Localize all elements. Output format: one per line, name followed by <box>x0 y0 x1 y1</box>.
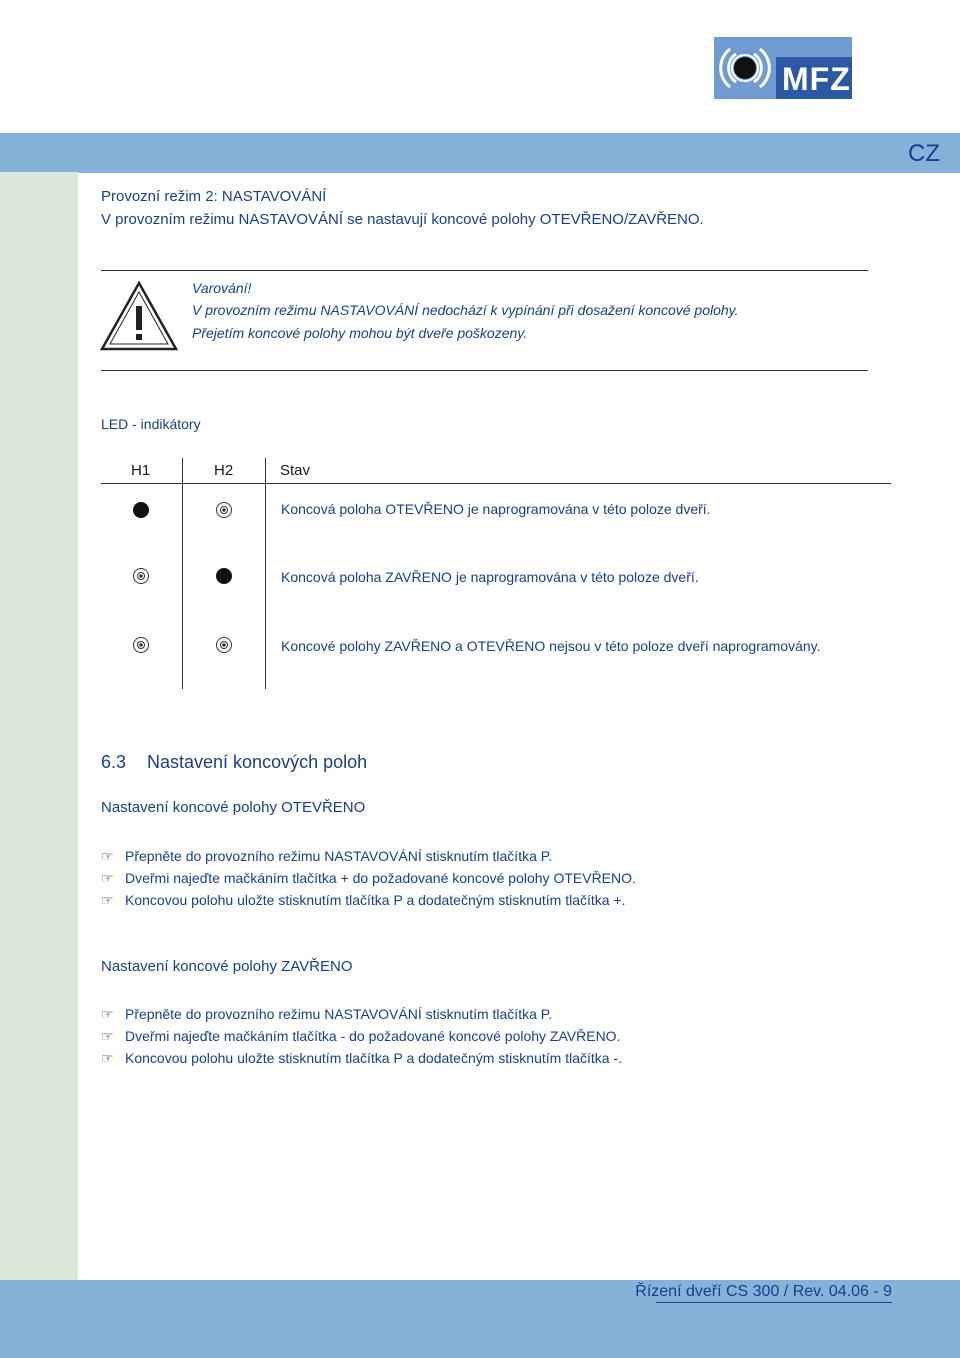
step-text: Dveřmi najeďte mačkáním tlačítka + do požadované koncové polohy OTEVŘENO. <box>125 870 636 886</box>
step-text: Dveřmi najeďte mačkáním tlačítka - do požadované koncové polohy ZAVŘENO. <box>125 1028 621 1044</box>
step-text: Koncovou polohu uložte stisknutím tlačítka P a dodatečným stisknutím tlačítka +. <box>125 892 626 908</box>
open-heading: Nastavení koncové polohy OTEVŘENO <box>101 799 366 816</box>
warning-bottom-rule <box>101 370 868 371</box>
warning-top-rule <box>101 270 868 271</box>
led-blinking-icon <box>216 637 232 653</box>
list-item <box>101 867 636 889</box>
column-stav: Stav <box>280 462 311 479</box>
sidebar-band <box>0 172 78 1280</box>
list-item <box>101 1025 622 1047</box>
close-steps <box>101 1003 622 1069</box>
close-heading: Nastavení koncové polohy ZAVŘENO <box>101 958 353 975</box>
open-steps <box>101 845 636 911</box>
warning-title: Varování! <box>192 280 252 296</box>
list-item <box>101 845 636 867</box>
list-item <box>101 889 636 911</box>
led-row-2-text: Koncová poloha ZAVŘENO je naprogramována v této poloze dveří. <box>281 569 699 585</box>
step-text: Přepněte do provozního režimu NASTAVOVÁNÍ stisknutím tlačítka P. <box>125 1006 553 1022</box>
logo-text: MFZ <box>782 61 851 97</box>
pointing-hand-icon: ☞ <box>101 869 114 886</box>
led-on-icon <box>133 502 149 518</box>
table-divider-1 <box>182 458 183 689</box>
led-blinking-icon <box>133 637 149 653</box>
section-title: Nastavení koncových poloh <box>147 752 368 772</box>
table-header-rule <box>101 483 891 484</box>
list-item <box>101 1003 622 1025</box>
led-on-icon <box>216 568 232 584</box>
led-row-3-text: Koncové polohy ZAVŘENO a OTEVŘENO nejsou v této poloze dveří naprogramovány. <box>281 638 821 654</box>
pointing-hand-icon: ☞ <box>101 1005 114 1022</box>
table-divider-2 <box>265 458 266 689</box>
pointing-hand-icon: ☞ <box>101 1049 114 1066</box>
led-heading: LED - indikátory <box>101 416 201 432</box>
warning-line-1: V provozním režimu NASTAVOVÁNÍ nedochází k vypínání při dosažení koncové polohy. <box>192 302 739 318</box>
column-h1: H1 <box>131 462 151 479</box>
pointing-hand-icon: ☞ <box>101 1027 114 1044</box>
step-text: Přepněte do provozního režimu NASTAVOVÁNÍ stisknutím tlačítka P. <box>125 848 553 864</box>
header-band <box>0 133 960 173</box>
led-blinking-icon <box>133 568 149 584</box>
mode-description: V provozním režimu NASTAVOVÁNÍ se nastavují koncové polohy OTEVŘENO/ZAVŘENO. <box>101 211 704 228</box>
warning-triangle-icon <box>100 280 178 357</box>
mode-title: Provozní režim 2: NASTAVOVÁNÍ <box>101 188 327 205</box>
led-blinking-icon <box>216 502 232 518</box>
warning-line-2: Přejetím koncové polohy mohou být dveře poškozeny. <box>192 325 528 341</box>
led-row-1-text: Koncová poloha OTEVŘENO je naprogramována v této poloze dveří. <box>281 501 711 517</box>
pointing-hand-icon: ☞ <box>101 891 114 908</box>
section-number: 6.3 <box>101 752 127 772</box>
list-item <box>101 1047 622 1069</box>
language-code: CZ <box>908 140 940 167</box>
mfz-logo <box>714 37 852 99</box>
column-h2: H2 <box>214 462 234 479</box>
footer-underline <box>656 1302 892 1303</box>
footer-text: Řízení dveří CS 300 / Rev. 04.06 - 9 <box>635 1283 892 1300</box>
pointing-hand-icon: ☞ <box>101 847 114 864</box>
step-text: Koncovou polohu uložte stisknutím tlačítka P a dodatečným stisknutím tlačítka -. <box>125 1050 622 1066</box>
